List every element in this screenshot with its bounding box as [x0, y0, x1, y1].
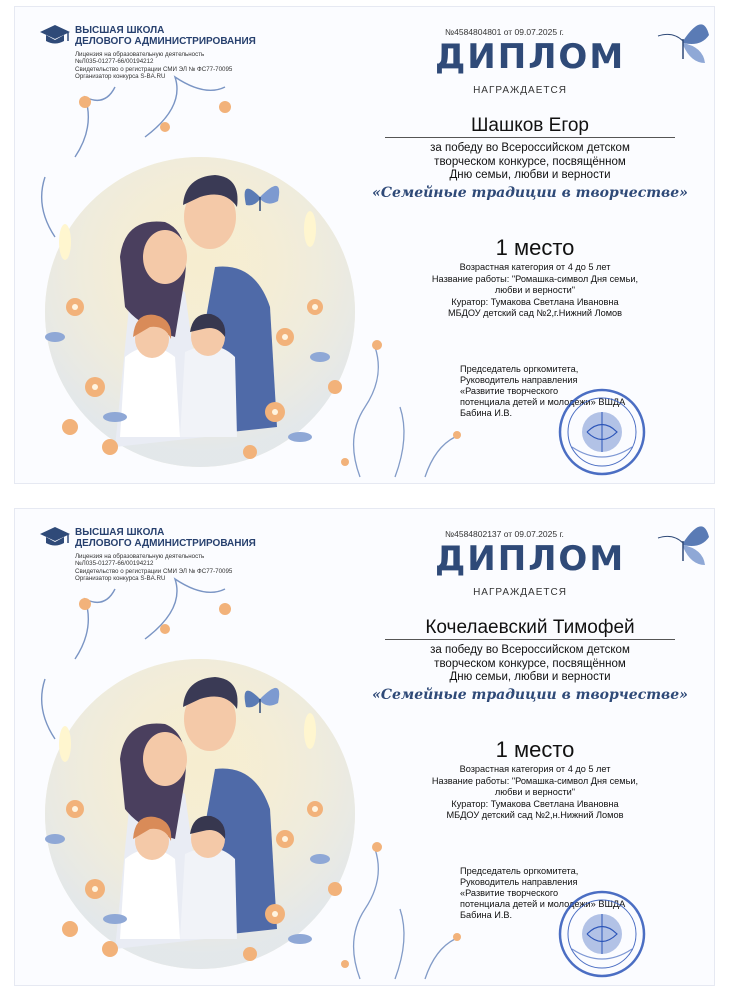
work-details: Возрастная категория от 4 до 5 лет Название работы: "Ромашка-символ Дня семьи, любви и верности" Куратор: Тумакова Светлана Ивановна МБДОУ детский сад №2,г.Нижний Ломов: [431, 262, 639, 318]
diploma-title: ДИПЛОМ: [435, 37, 626, 77]
org-credentials: Лицензия на образовательную деятельность №Л035-01277-66/00194212 Свидетельство о регистрации СМИ ЭЛ № ФС77-70095 Организатор конкурса S-BA.RU: [75, 51, 233, 81]
award-description: за победу во Всероссийском детском творческом конкурсе, посвящённом Дню семьи, любви и верности: [430, 644, 630, 683]
name-underline: [385, 639, 675, 640]
chairman-signature-block: Председатель оргкомитета, Руководитель направления «Развитие творческого потенциала детей и молодежи» ВШДА Бабина И.В.: [460, 866, 626, 920]
diploma-number: №4584802137 от 09.07.2025 г.: [445, 529, 564, 539]
contest-name: «Семейные традиции в творчестве»: [372, 687, 688, 703]
official-stamp: [557, 889, 647, 979]
official-stamp: [557, 387, 647, 477]
family-illustration: [15, 7, 375, 484]
diploma-title: ДИПЛОМ: [435, 539, 626, 579]
work-details: Возрастная категория от 4 до 5 лет Название работы: "Ромашка-символ Дня семьи, любви и верности" Куратор: Тумакова Светлана Ивановна МБДОУ детский сад №2,н.Нижний Ломов: [431, 764, 639, 820]
place: 1 место: [495, 737, 575, 762]
family-illustration: [15, 509, 375, 986]
name-underline: [385, 137, 675, 138]
recipient-name: Шашков Егор: [470, 115, 589, 136]
diploma-number: №4584804801 от 09.07.2025 г.: [445, 27, 564, 37]
contest-name: «Семейные традиции в творчестве»: [372, 185, 688, 201]
diploma-card-2: [14, 508, 715, 986]
recipient-name: Кочелаевский Тимофей: [425, 617, 635, 638]
diploma-card-1: [14, 6, 715, 484]
org-name: ВЫСШАЯ ШКОЛА ДЕЛОВОГО АДМИНИСТРИРОВАНИЯ: [75, 25, 256, 47]
place: 1 место: [495, 235, 575, 260]
award-description: за победу во Всероссийском детском творческом конкурсе, посвящённом Дню семьи, любви и верности: [430, 142, 630, 181]
awarded-label: НАГРАЖДАЕТСЯ: [473, 85, 567, 96]
org-name: ВЫСШАЯ ШКОЛА ДЕЛОВОГО АДМИНИСТРИРОВАНИЯ: [75, 527, 256, 549]
org-credentials: Лицензия на образовательную деятельность №Л035-01277-66/00194212 Свидетельство о регистрации СМИ ЭЛ № ФС77-70095 Организатор конкурса S-BA.RU: [75, 553, 233, 583]
chairman-signature-block: Председатель оргкомитета, Руководитель направления «Развитие творческого потенциала детей и молодежи» ВШДА Бабина И.В.: [460, 364, 626, 418]
butterfly-decoration-icon: [653, 11, 713, 71]
awarded-label: НАГРАЖДАЕТСЯ: [473, 587, 567, 598]
butterfly-decoration-icon: [653, 513, 713, 573]
